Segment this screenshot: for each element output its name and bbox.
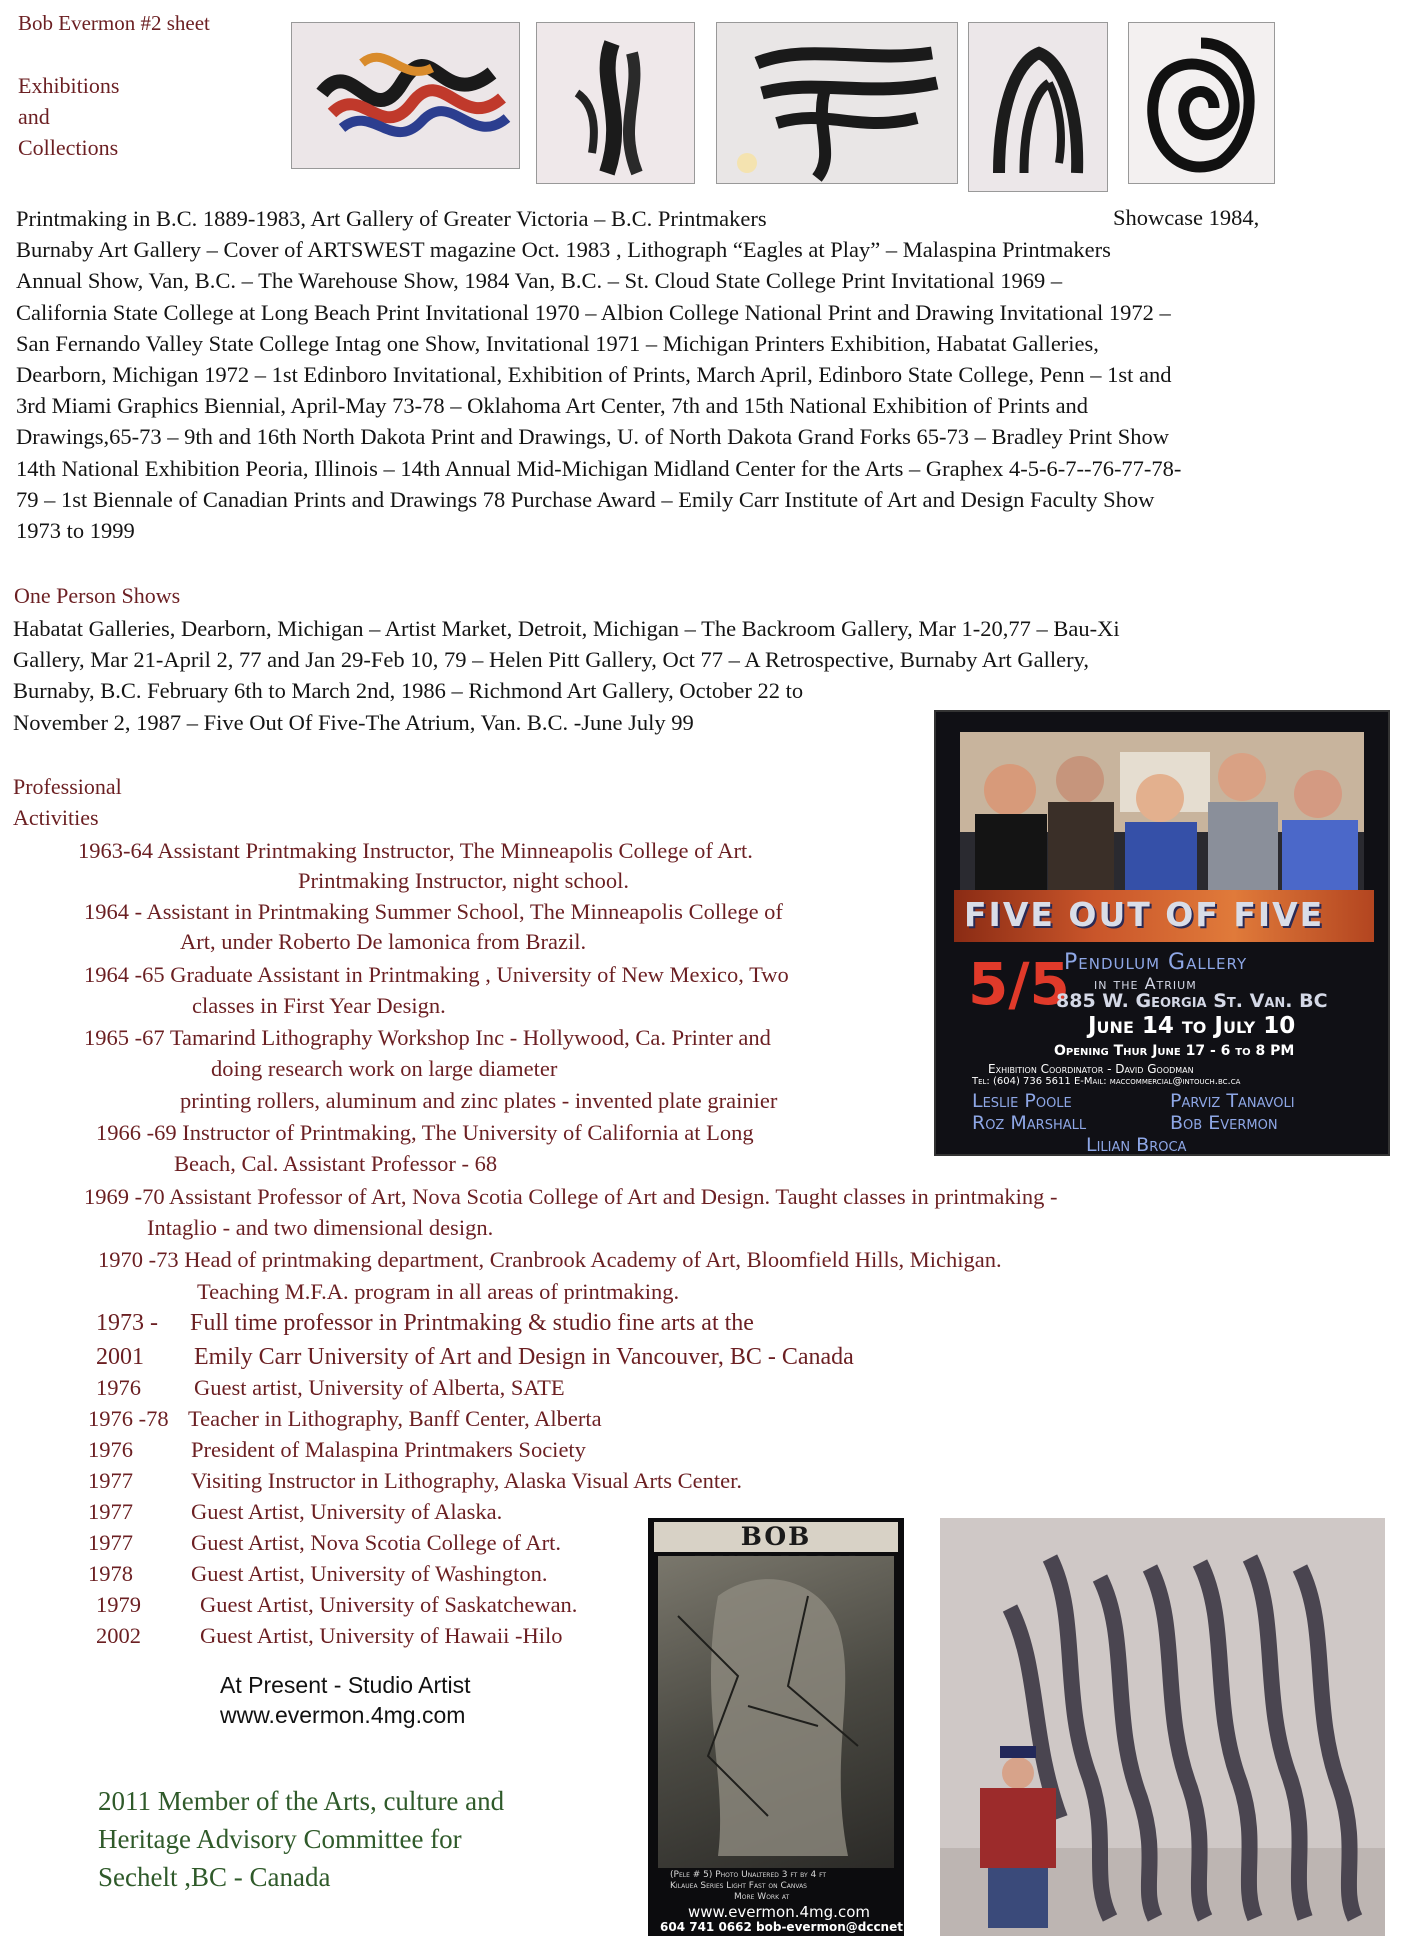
activity-line: printing rollers, aluminum and zinc plates - invented plate grainier <box>180 1088 778 1113</box>
activity-line: Beach, Cal. Assistant Professor - 68 <box>174 1151 498 1176</box>
poster-artist: Roz Marshall <box>972 1112 1087 1134</box>
artwork-thumbnail-2 <box>536 22 695 184</box>
timeline-text: Guest Artist, University of Alaska. <box>191 1499 503 1524</box>
timeline-year: 1976 <box>88 1437 133 1462</box>
bob-caption: More Work at <box>734 1892 790 1902</box>
activity-line: 1963-64 Assistant Printmaking Instructor, The Minneapolis College of Art. <box>78 838 753 863</box>
artwork-arch-sculpture-image <box>969 23 1107 191</box>
artwork-thumbnail-5 <box>1128 22 1275 184</box>
lava-sculpture-photo <box>658 1556 894 1868</box>
five-out-of-five-poster <box>934 710 1390 1156</box>
activity-line: 1969 -70 Assistant Professor of Art, Nova Scotia College of Art and Design. Taught classes in printmaking - <box>84 1184 1058 1209</box>
exhibitions-line: Dearborn, Michigan 1972 – 1st Edinboro Invitational, Exhibition of Prints, March April, Edinboro State College, Penn – 1st and <box>16 362 1172 388</box>
timeline-text: Full time professor in Printmaking & studio fine arts at the <box>190 1310 754 1336</box>
timeline-year: 1977 <box>88 1499 133 1524</box>
poster-coordinator: Exhibition Coordinator - David Goodman <box>988 1062 1194 1076</box>
activity-line: Art, under Roberto De lamonica from Brazil. <box>180 929 587 954</box>
timeline-text: Teacher in Lithography, Banff Center, Alberta <box>188 1406 602 1431</box>
activity-line: 1964 -65 Graduate Assistant in Printmaking , University of New Mexico, Two <box>84 962 789 987</box>
timeline-text: Guest artist, University of Alberta, SATE <box>194 1375 565 1400</box>
artwork-spiral-sculpture-image <box>1129 23 1274 183</box>
exhibitions-heading: Exhibitions and Collections <box>18 73 120 160</box>
activity-line: 1964 - Assistant in Printmaking Summer School, The Minneapolis College of <box>84 899 783 924</box>
artwork-thumbnail-3 <box>716 22 958 184</box>
bob-caption: (Pele # 5) Photo Unaltered 3 ft by 4 ft <box>670 1870 827 1880</box>
one-person-shows-heading: One Person Shows <box>14 583 181 608</box>
activity-line: classes in First Year Design. <box>192 993 446 1018</box>
poster-artist: Lilian Broca <box>1086 1134 1187 1156</box>
exhibitions-line: Printmaking in B.C. 1889-1983, Art Gallery of Greater Victoria – B.C. Printmakers <box>16 206 767 231</box>
exhibitions-line: Annual Show, Van, B.C. – The Warehouse Show, 1984 Van, B.C. – St. Cloud State College Print Invitational 1969 – <box>16 268 1063 294</box>
activity-line: Intaglio - and two dimensional design. <box>147 1215 494 1240</box>
lava-torso-image <box>658 1556 894 1868</box>
bob-contact: 604 741 0662 bob-evermon@dccnet.com <box>660 1920 936 1934</box>
timeline-text: Visiting Instructor in Lithography, Alaska Visual Arts Center. <box>191 1468 742 1493</box>
timeline-year: 1979 <box>96 1592 141 1617</box>
poster-artist: Parviz Tanavoli <box>1170 1090 1295 1112</box>
poster-gallery: Pendulum Gallery <box>1064 950 1248 975</box>
artist-sculpture-image <box>940 1518 1385 1936</box>
activity-line: 1965 -67 Tamarind Lithography Workshop Inc - Hollywood, Ca. Printer and <box>84 1025 771 1050</box>
artwork-thumbnail-1 <box>291 22 520 169</box>
showcase-text: Showcase 1984, <box>1113 205 1260 230</box>
show-line: Burnaby, B.C. February 6th to March 2nd, 1986 – Richmond Art Gallery, October 22 to <box>13 678 804 704</box>
timeline-year: 2001 <box>96 1344 144 1370</box>
timeline-text: Emily Carr University of Art and Design in Vancouver, BC - Canada <box>194 1344 854 1370</box>
poster-address: 885 W. Georgia St. Van. BC <box>1056 990 1328 1012</box>
exhibitions-line: Burnaby Art Gallery – Cover of ARTSWEST magazine Oct. 1983 , Lithograph “Eagles at Play” – Malaspina Printmakers <box>16 237 1111 263</box>
timeline-text: Guest Artist, University of Washington. <box>191 1561 548 1586</box>
bob-evermon-poster <box>648 1518 936 1936</box>
poster-atrium: in the Atrium <box>1094 974 1197 993</box>
activity-line: 1966 -69 Instructor of Printmaking, The University of California at Long <box>96 1120 754 1145</box>
poster-artist: Bob Evermon <box>1170 1112 1278 1134</box>
show-line: Habatat Galleries, Dearborn, Michigan – Artist Market, Detroit, Michigan – The Backroom Gallery, Mar 1-20,77 – Bau-Xi <box>13 616 1120 641</box>
bob-caption: Kilauea Series Light Fast on Canvas <box>670 1881 807 1891</box>
activity-line: doing research work on large diameter <box>211 1056 558 1081</box>
exhibitions-line: 79 – 1st Biennale of Canadian Prints and Drawings 78 Purchase Award – Emily Carr Institute of Art and Design Faculty Show <box>16 486 1155 512</box>
artist-with-sculpture-photo <box>940 1518 1385 1936</box>
bob-evermon-title: BOB <box>654 1522 898 1552</box>
bob-website-link[interactable]: www.evermon.4mg.com <box>688 1903 870 1921</box>
activity-line: Printmaking Instructor, night school. <box>298 868 629 893</box>
member-note: 2011 Member of the Arts, culture and Heritage Advisory Committee for Sechelt ,BC - Canada <box>98 1786 505 1892</box>
timeline-text: President of Malaspina Printmakers Society <box>191 1437 586 1462</box>
exhibitions-line: California State College at Long Beach Print Invitational 1970 – Albion College National Print and Drawing Invitational 1972 – <box>16 299 1171 325</box>
exhibitions-line: 14th National Exhibition Peoria, Illinois – 14th Annual Mid-Michigan Midland Center for the Arts – Graphex 4-5-6-7--76-77-78- <box>16 455 1182 481</box>
timeline-year: 1976 -78 <box>88 1406 169 1431</box>
poster-opening: Opening Thur June 17 - 6 to 8 PM <box>1054 1043 1295 1059</box>
timeline-year: 1976 <box>96 1375 141 1400</box>
timeline-year: 1977 <box>88 1468 133 1493</box>
exhibitions-line: 3rd Miami Graphics Biennial, April-May 73-78 – Oklahoma Art Center, 7th and 15th National Exhibition of Prints and <box>16 393 1089 419</box>
timeline-year: 2002 <box>96 1623 141 1648</box>
sheet-title: Bob Evermon #2 sheet <box>18 11 210 35</box>
poster-artist: Leslie Poole <box>972 1090 1072 1112</box>
group-photo-image <box>960 732 1364 900</box>
timeline-text: Guest Artist, University of Saskatchewan. <box>200 1592 578 1617</box>
studio-artist-text: At Present - Studio Artist <box>220 1672 471 1698</box>
timeline-text: Guest Artist, Nova Scotia College of Art. <box>191 1530 561 1555</box>
artwork-thumbnail-4 <box>968 22 1108 192</box>
poster-contact: Tel: (604) 736 5611 E-Mail: maccommercial@intouch.bc.ca <box>972 1076 1241 1087</box>
five-out-of-five-banner: FIVE OUT OF FIVE <box>954 890 1374 942</box>
professional-activities-heading: Professional Activities <box>13 774 122 830</box>
show-line: Gallery, Mar 21-April 2, 77 and Jan 29-Feb 10, 79 – Helen Pitt Gallery, Oct 77 – A Retrospective, Burnaby Art Gallery, <box>13 647 1090 673</box>
timeline-year: 1973 - <box>96 1310 158 1336</box>
exhibitions-line: Drawings,65-73 – 9th and 16th North Dakota Print and Drawings, U. of North Dakota Grand Forks 65-73 – Bradley Print Show <box>16 424 1169 450</box>
artwork-vertical-strips-image <box>537 23 694 183</box>
exhibitions-line: San Fernando Valley State College Intag one Show, Invitational 1971 – Michigan Printers Exhibition, Habatat Galleries, <box>16 330 1099 356</box>
exhibitions-line: 1973 to 1999 <box>16 518 135 544</box>
artwork-spider-sculpture-image <box>717 23 957 183</box>
activity-line: 1970 -73 Head of printmaking department, Cranbrook Academy of Art, Bloomfield Hills, Michigan. <box>98 1247 1002 1272</box>
five-five-mark: 5/5 <box>968 950 1070 1018</box>
at-present-block <box>220 1670 471 1730</box>
poster-dates: June 14 to July 10 <box>1088 1013 1296 1039</box>
website-link[interactable]: www.evermon.4mg.com <box>220 1702 466 1728</box>
timeline-text: Guest Artist, University of Hawaii -Hilo <box>200 1623 563 1648</box>
group-photo <box>960 732 1364 900</box>
show-line: November 2, 1987 – Five Out Of Five-The Atrium, Van. B.C. -June July 99 <box>13 709 694 735</box>
activity-line: Teaching M.F.A. program in all areas of printmaking. <box>197 1279 680 1304</box>
timeline-year: 1978 <box>88 1561 133 1586</box>
artwork-wave-sculpture-image <box>292 23 519 168</box>
exhibitions-paragraph <box>16 203 1346 546</box>
timeline-year: 1977 <box>88 1530 133 1555</box>
